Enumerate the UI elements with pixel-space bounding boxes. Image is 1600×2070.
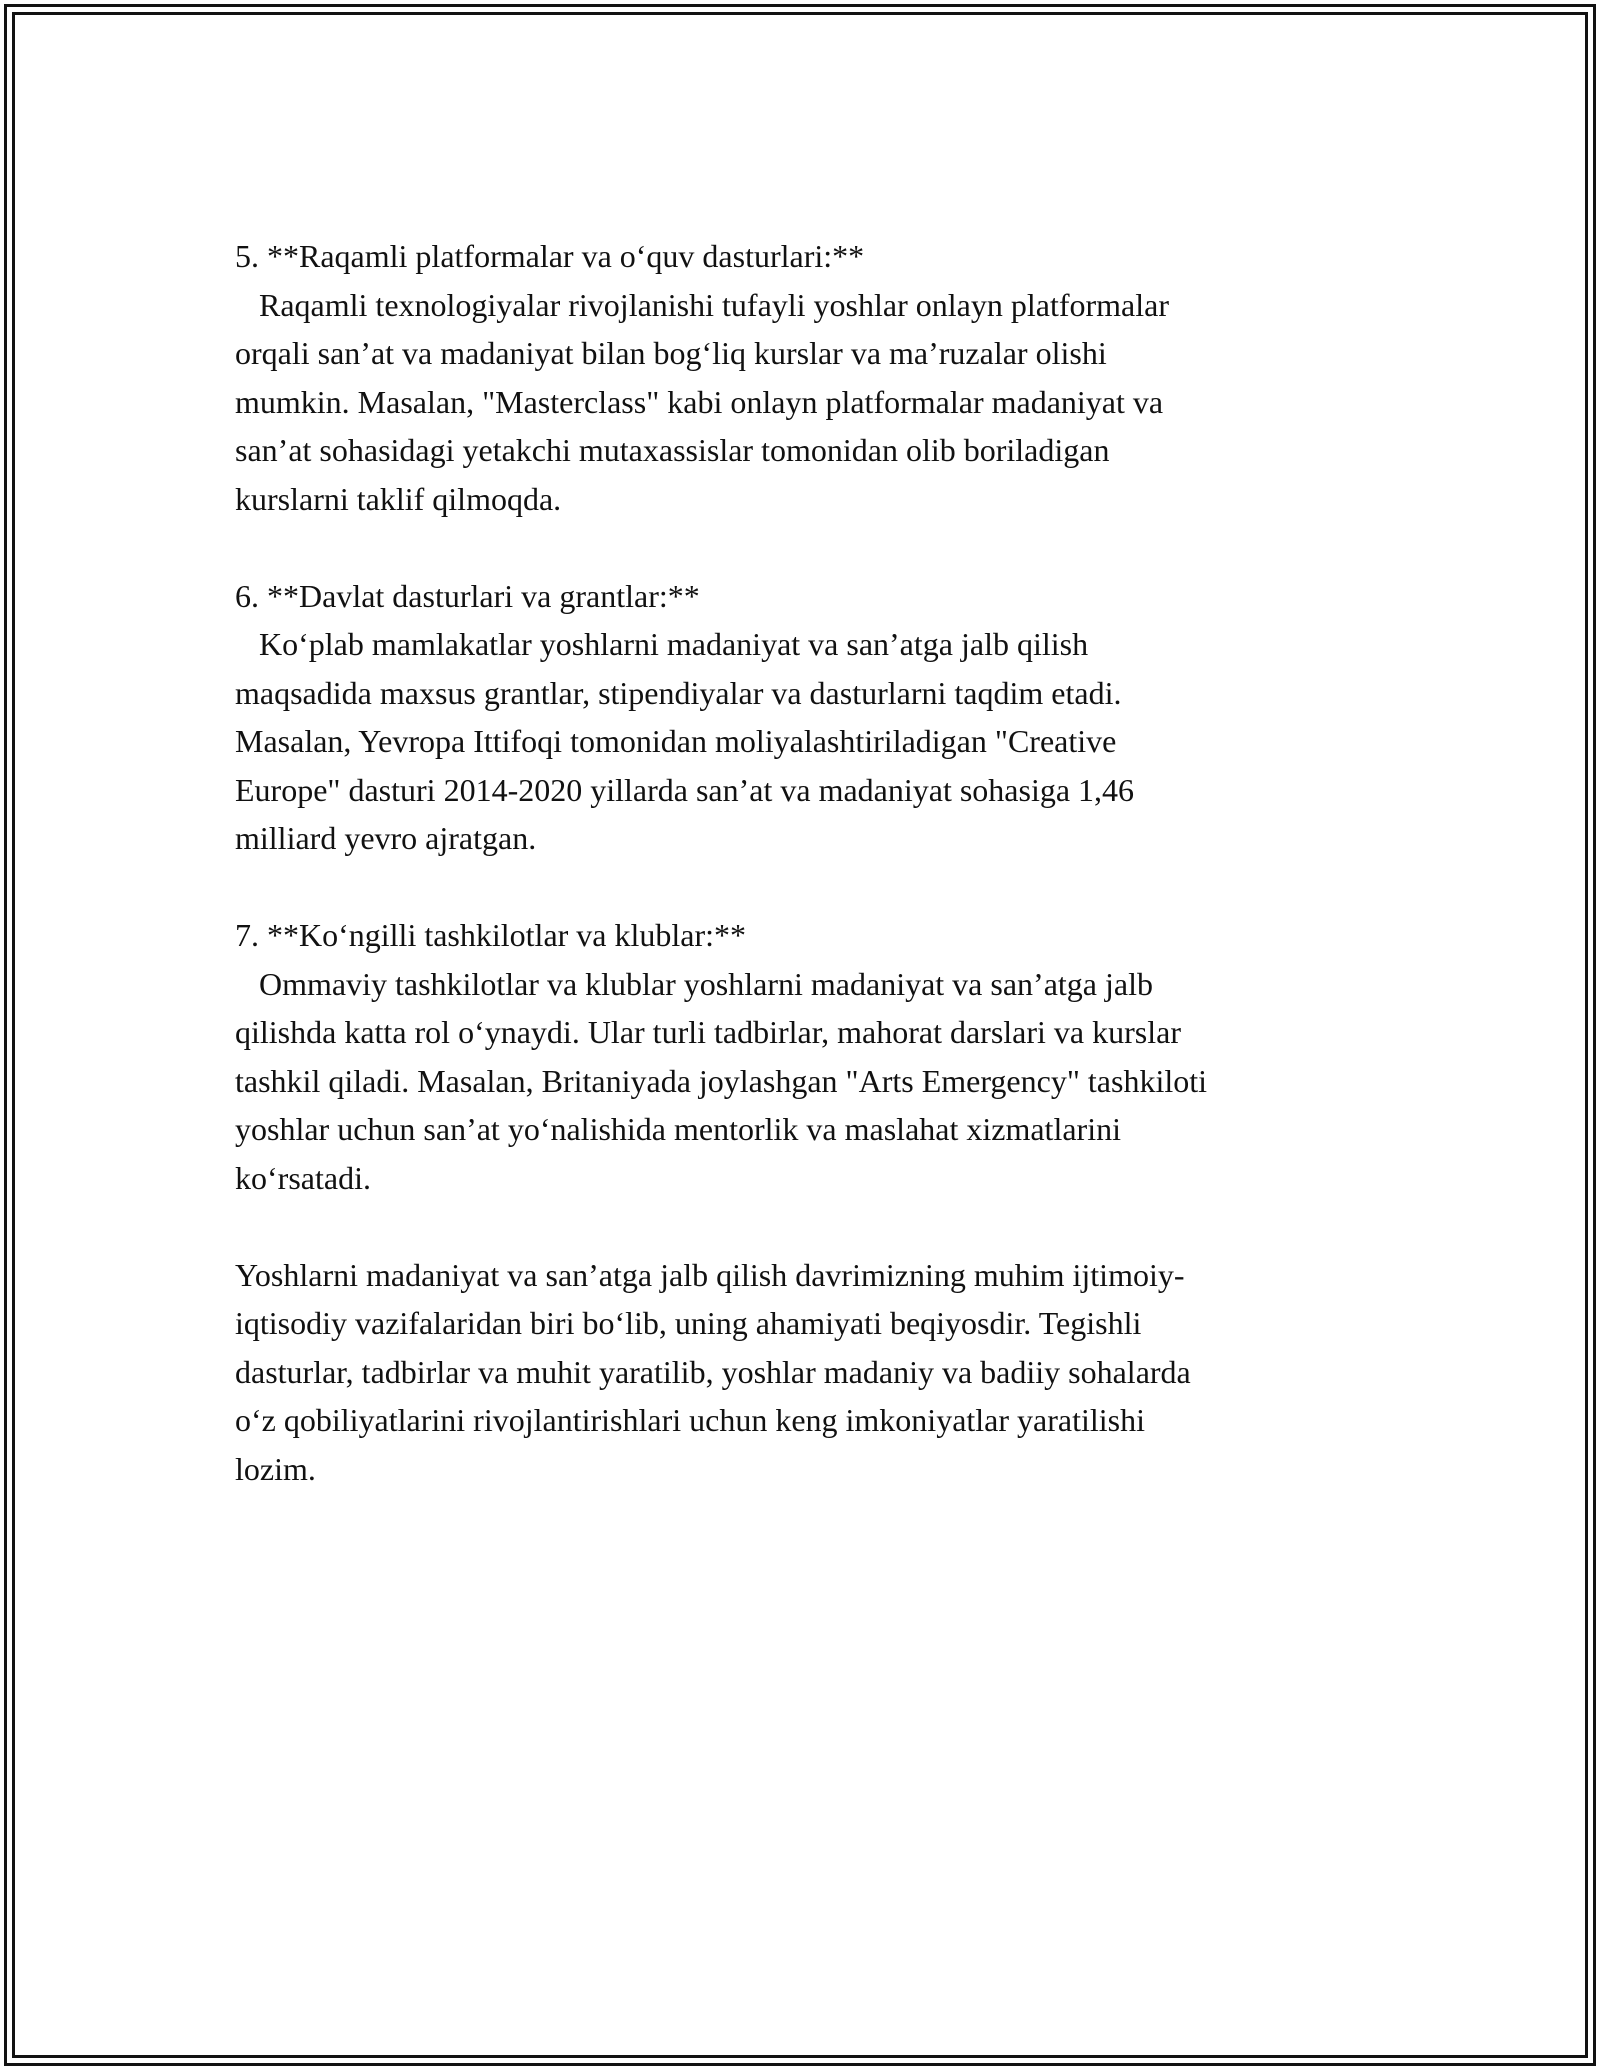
- paragraph-line: lozim.: [235, 1450, 316, 1487]
- paragraph-line: o‘z qobiliyatlarini rivojlantirishlari uchun keng imkoniyatlar yaratilishi: [235, 1402, 1145, 1438]
- paragraph-line: orqali san’at va madaniyat bilan bog‘liq kurslar va ma’ruzalar olishi: [235, 335, 1107, 371]
- conclusion-paragraph: [235, 1251, 1375, 1494]
- section-volunteer-organizations: [235, 911, 1375, 1202]
- paragraph-line: iqtisodiy vazifalaridan biri bo‘lib, uning ahamiyati beqiyosdir. Tegishli: [235, 1305, 1142, 1341]
- paragraph-line: Masalan, Yevropa Ittifoqi tomonidan moliyalashtiriladigan "Creative: [235, 723, 1117, 759]
- paragraph-line: yoshlar uchun san’at yo‘nalishida mentorlik va maslahat xizmatlarini: [235, 1111, 1121, 1147]
- paragraph-line: kurslarni taklif qilmoqda.: [235, 480, 562, 517]
- document-body: [235, 232, 1375, 1542]
- section-heading: 5. **Raqamli platformalar va o‘quv dasturlari:**: [235, 238, 865, 274]
- section-digital-platforms: [235, 232, 1375, 523]
- paragraph-line: san’at sohasidagi yetakchi mutaxassislar tomonidan olib boriladigan: [235, 432, 1110, 468]
- paragraph-line: Ommaviy tashkilotlar va klublar yoshlarni madaniyat va san’atga jalb: [235, 965, 1153, 1002]
- paragraph-line: mumkin. Masalan, "Masterclass" kabi onlayn platformalar madaniyat va: [235, 383, 1164, 420]
- paragraph-line: Ko‘plab mamlakatlar yoshlarni madaniyat va san’atga jalb qilish: [235, 626, 1089, 662]
- paragraph-line: maqsadida maxsus grantlar, stipendiyalar va dasturlarni taqdim etadi.: [235, 674, 1122, 711]
- section-government-programs: [235, 572, 1375, 863]
- paragraph-line: Europe" dasturi 2014-2020 yillarda san’at va madaniyat sohasiga 1,46: [235, 771, 1135, 808]
- section-heading: 7. **Ko‘ngilli tashkilotlar va klublar:**: [235, 917, 747, 953]
- section-heading: 6. **Davlat dasturlari va grantlar:**: [235, 577, 700, 614]
- paragraph-line: tashkil qiladi. Masalan, Britaniyada joylashgan "Arts Emergency" tashkiloti: [235, 1062, 1207, 1099]
- paragraph-line: milliard yevro ajratgan.: [235, 820, 537, 856]
- paragraph-line: qilishda katta rol o‘ynaydi. Ular turli tadbirlar, mahorat darslari va kurslar: [235, 1014, 1181, 1050]
- paragraph-line: Raqamli texnologiyalar rivojlanishi tufayli yoshlar onlayn platformalar: [235, 286, 1169, 323]
- paragraph-line: dasturlar, tadbirlar va muhit yaratilib, yoshlar madaniy va badiiy sohalarda: [235, 1353, 1191, 1390]
- paragraph-line: ko‘rsatadi.: [235, 1159, 371, 1196]
- paragraph-line: Yoshlarni madaniyat va san’atga jalb qilish davrimizning muhim ijtimoiy-: [235, 1256, 1185, 1293]
